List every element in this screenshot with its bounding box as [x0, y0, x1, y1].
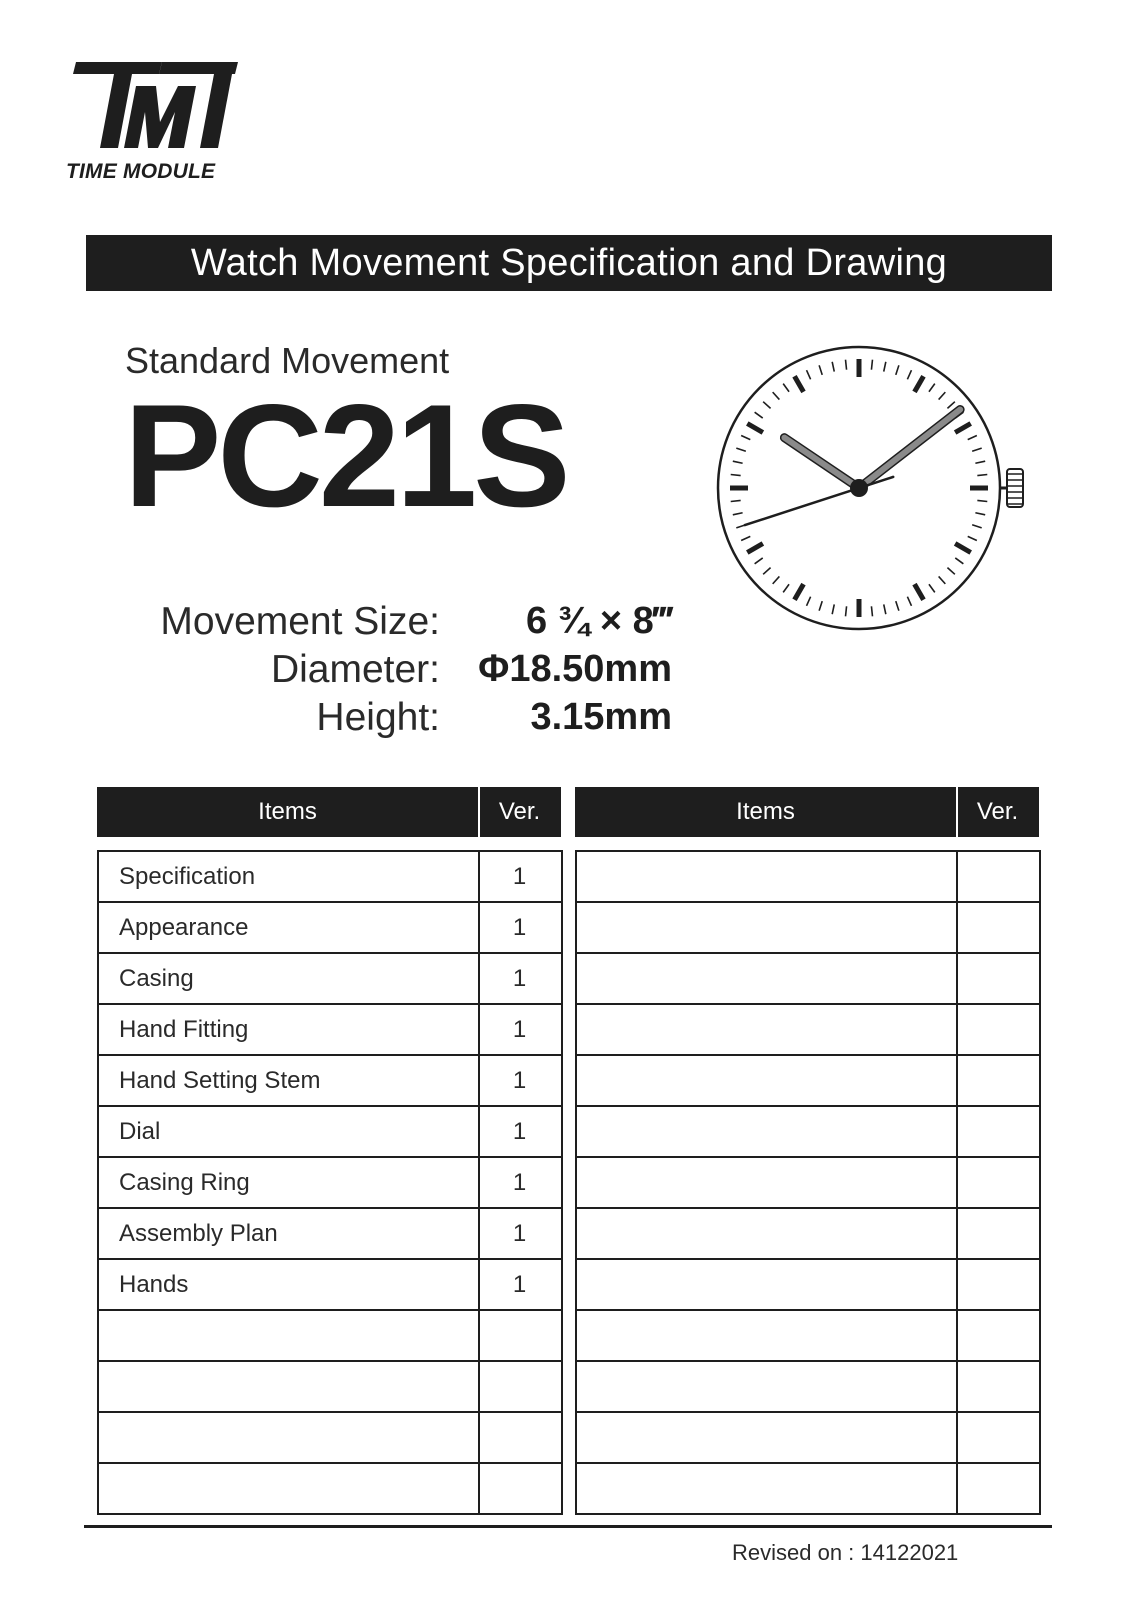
header-ver: Ver.: [498, 798, 541, 825]
spec-label: Height:: [316, 696, 440, 739]
item-cell: Appearance: [119, 914, 249, 941]
tmi-logo-mark: [62, 60, 242, 160]
minute-tick: [731, 475, 741, 476]
table-row: [577, 1413, 1039, 1464]
table-row: [577, 1209, 1039, 1260]
table-row: [99, 1107, 561, 1158]
watch-dial-drawing: [712, 345, 1052, 645]
spec-movement-size: [100, 600, 680, 650]
minute-tick: [846, 606, 847, 616]
center-pin: [850, 479, 868, 497]
table-row: [577, 1260, 1039, 1311]
minute-tick: [731, 500, 741, 501]
table-header: [97, 787, 561, 837]
item-cell: Assembly Plan: [119, 1220, 278, 1247]
table-row: [577, 1005, 1039, 1056]
minute-tick: [846, 360, 847, 370]
ver-cell: 1: [512, 1118, 527, 1145]
table-row: [577, 1464, 1039, 1515]
header-ver: Ver.: [976, 798, 1019, 825]
header-items: Items: [258, 798, 317, 825]
table-body: [575, 850, 1041, 1515]
table-body: [97, 850, 563, 1515]
item-cell: Hand Fitting: [119, 1016, 249, 1043]
minute-tick: [977, 500, 987, 501]
table-row: [99, 1005, 561, 1056]
minute-tick: [977, 475, 987, 476]
ver-cell: 1: [512, 1067, 527, 1094]
spec-label: Diameter:: [270, 648, 440, 691]
item-cell: Specification: [119, 863, 256, 890]
item-cell: Hand Setting Stem: [119, 1067, 321, 1094]
watch-dial-icon: [712, 345, 1052, 645]
minute-tick: [871, 360, 872, 370]
table-row: [577, 1107, 1039, 1158]
table-header: [575, 787, 1039, 837]
ver-cell: 1: [512, 1220, 527, 1247]
table-row: [99, 1311, 561, 1362]
spec-value: 3.15mm: [530, 696, 672, 738]
ver-cell: 1: [512, 1271, 527, 1298]
movement-type: Standard Movement: [125, 340, 450, 381]
revised-date: Revised on : 14122021: [732, 1540, 959, 1565]
ver-cell: 1: [512, 965, 527, 992]
table-row: [577, 1311, 1039, 1362]
item-cell: Hands: [119, 1271, 189, 1298]
table-row: [99, 1158, 561, 1209]
item-cell: Dial: [119, 1118, 161, 1145]
ver-cell: 1: [512, 863, 527, 890]
ver-cell: 1: [512, 914, 527, 941]
table-row: [577, 852, 1039, 903]
table-row: [99, 1056, 561, 1107]
ver-cell: 1: [512, 1169, 527, 1196]
table-row: [99, 1464, 561, 1515]
spec-height: [100, 696, 680, 746]
table-row: [99, 1260, 561, 1311]
table-row: [99, 1209, 561, 1260]
table-row: [99, 1413, 561, 1464]
table-row: [99, 1362, 561, 1413]
table-row: [577, 954, 1039, 1005]
header-items: Items: [736, 798, 795, 825]
table-row: [577, 903, 1039, 954]
document-title-banner: Watch Movement Specification and Drawing: [86, 235, 1052, 291]
model-number: PC21S: [124, 374, 567, 537]
item-cell: Casing: [119, 965, 194, 992]
table-row: [577, 1362, 1039, 1413]
tmi-logo: [62, 60, 242, 188]
spec-diameter: [100, 648, 680, 698]
table-row: [99, 903, 561, 954]
table-row: [99, 852, 561, 903]
table-row: [99, 954, 561, 1005]
minute-tick: [871, 606, 872, 616]
table-row: [577, 1158, 1039, 1209]
table-row: [577, 1056, 1039, 1107]
footer-divider: [84, 1525, 1052, 1528]
spec-label: Movement Size:: [160, 600, 440, 643]
item-cell: Casing Ring: [119, 1169, 250, 1196]
ver-cell: 1: [512, 1016, 527, 1043]
logo-text: TIME MODULE: [66, 160, 216, 183]
spec-value: 6 ¾ × 8‴: [525, 600, 672, 642]
spec-value: Φ18.50mm: [478, 648, 672, 690]
